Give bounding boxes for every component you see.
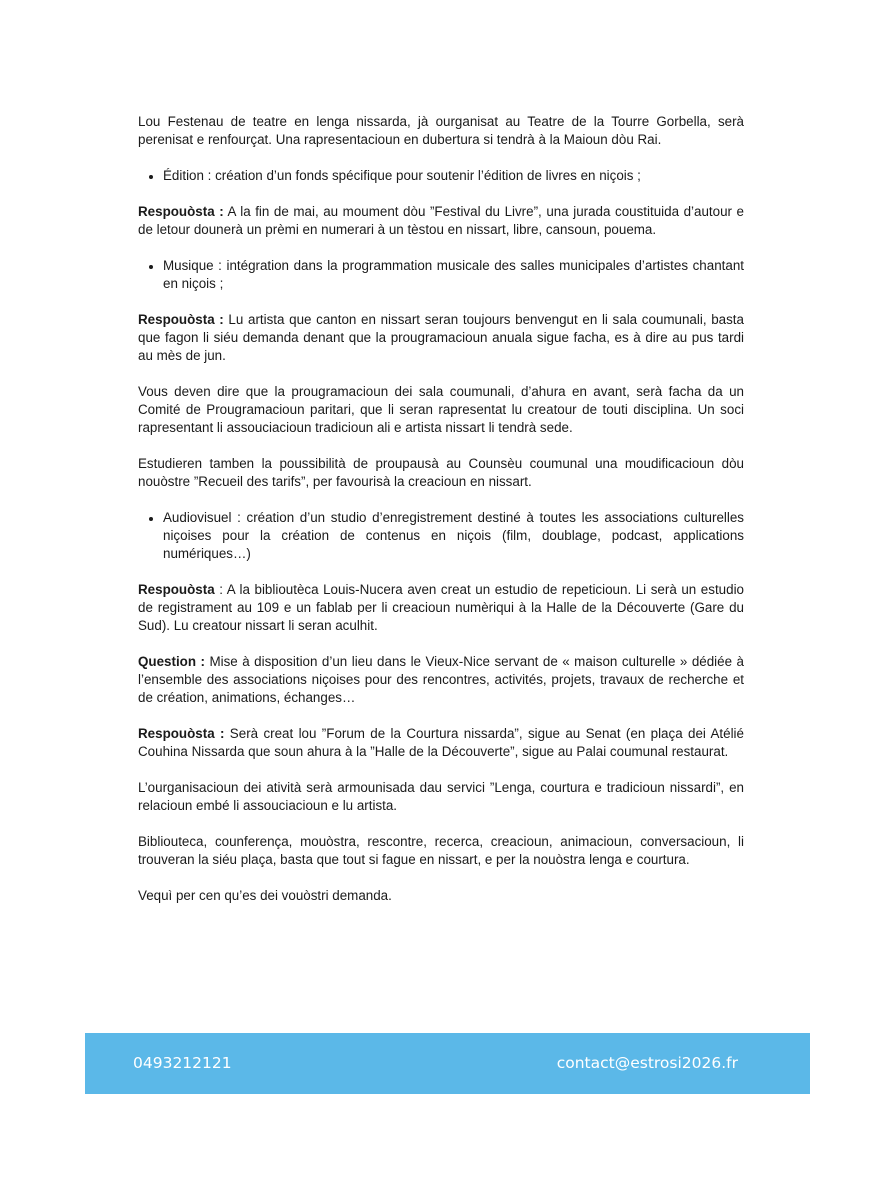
response-label: Respouòsta : <box>138 204 224 219</box>
footer-bar <box>85 1033 810 1094</box>
paragraph-comite: Vous deven dire que la prougramacioun dei sala coumunali, d’ahura en avant, serà facha da un Comité de Prougramacioun paritari, que li seran rapresentat lu creatour de touti disciplina. Un soci rapresentant li assouciacioun tradicioun ali e artista nissart li tendrà sede. <box>138 384 744 435</box>
bullet-list-edition <box>138 167 744 185</box>
response-forum <box>138 725 744 761</box>
response-text: A la fin de mai, au moument dòu ”Festival du Livre”, una jurada coustituida d’autour e de letour dounerà un prèmi en numerari à un tèstou en nissart, libre, cansoun, pouema. <box>138 204 744 237</box>
response-text: Lu artista que canton en nissart seran toujours benvengut en li sala coumunali, basta que fagon li siéu demanda denant que la prougramacioun anuala sigue facha, es à dire au pus tardi au mès de jun. <box>138 312 744 363</box>
response-musique <box>138 311 744 365</box>
bullet-list-audiovisuel <box>138 509 744 563</box>
paragraph-closing: Vequì per cen qu’es dei vouòstri demanda. <box>138 888 392 903</box>
bullet-item-musique: • Musique : intégration dans la programmation musicale des salles municipales d’artistes chantant en niçois ; <box>163 257 744 293</box>
response-audiovisuel <box>138 581 744 635</box>
response-edition <box>138 203 744 239</box>
response-text: Serà creat lou ”Forum de la Courtura nissarda”, sigue au Senat (en plaça dei Atélié Couhina Nissarda que soun ahura à la ”Halle de la Découverte”, sigue au Palai coumunal restaurat. <box>138 726 744 759</box>
bullet-item-audiovisuel: • Audiovisuel : création d’un studio d’enregistrement destiné à toutes les associations culturelles niçoises pour la création de contenus en niçois (film, doublage, podcast, applications numériques…) <box>163 509 744 563</box>
response-label: Respouòsta <box>138 582 215 597</box>
paragraph-festenau: Lou Festenau de teatre en lenga nissarda, jà ourganisat au Teatre de la Tourre Gorbella, serà perenisat e renfourçat. Una rapresentacioun en dubertura si tendrà à la Maioun dòu Rai. <box>138 114 744 147</box>
question-text: Mise à disposition d’un lieu dans le Vieux-Nice servant de « maison culturelle » dédiée à l’ensemble des associations niçoises pour des rencontres, activités, projets, travaux de recherche et de création, animations, échanges… <box>138 654 744 705</box>
paragraph-ourganisacioun: L’ourganisacioun dei atività serà armounisada dau servici ”Lenga, courtura e tradicioun nissardi”, en relacioun embé li assouciacioun e lu artista. <box>138 780 744 813</box>
response-text: : A la biblioutèca Louis-Nucera aven creat un estudio de repeticioun. Li serà un estudio de registrament au 109 e un fablab per li creacioun numèriqui à la Halle de la Découverte (Gare du Sud). Lu creatour nissart li seran aculhit. <box>138 582 744 633</box>
response-label: Respouòsta : <box>138 312 224 327</box>
bullet-list-musique <box>138 257 744 293</box>
paragraph-bibliouteca: Bibliouteca, counferença, mouòstra, rescontre, recerca, creacioun, animacioun, conversacioun, li trouveran la siéu plaça, basta que tout si fague en nissart, e per la nouòstra lenga e courtura. <box>138 834 744 867</box>
footer-email[interactable]: contact@estrosi2026.fr <box>556 1054 738 1072</box>
question-label: Question : <box>138 654 205 669</box>
response-label: Respouòsta : <box>138 726 225 741</box>
footer-phone[interactable]: 0493212121 <box>133 1054 232 1072</box>
paragraph-tarifs: Estudieren tamben la poussibilità de proupausà au Counsèu coumunal una moudificacioun dòu nouòstre ”Recueil des tarifs”, per favourisà la creacioun en nissart. <box>138 456 744 489</box>
question-maison-culturelle <box>138 653 744 707</box>
bullet-item-edition: • Édition : création d’un fonds spécifique pour soutenir l’édition de livres en niçois ; <box>163 167 744 185</box>
document-body <box>138 113 744 923</box>
